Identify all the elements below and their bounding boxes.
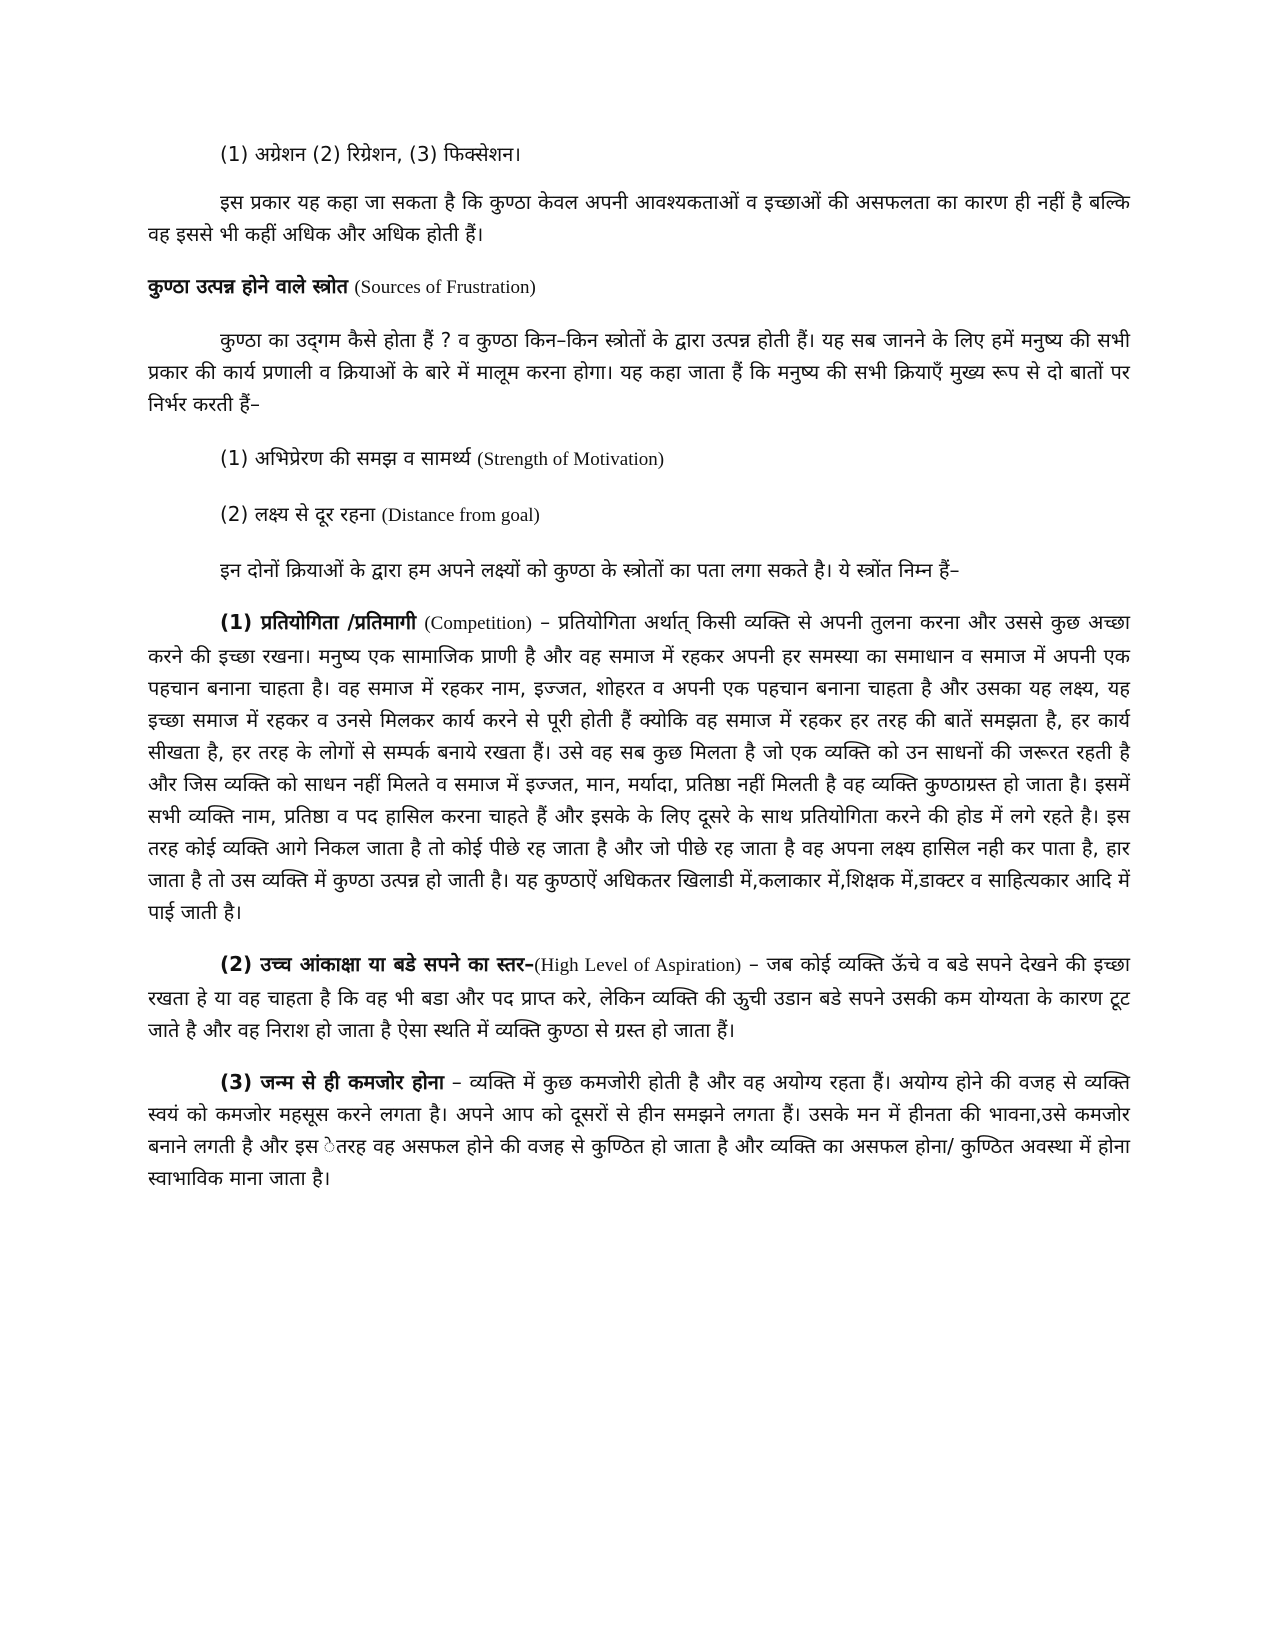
section-body: – व्यक्ति में कुछ कमजोरी होती है और वह अयोग्य रहता हैं। अयोग्य होने की वजह से व्यक्ति स्वयं को कमजोर महसूस करने लगता है। अपने आप को दूसरों से हीन समझने लगता हैं। उसके मन में हीनता की भावना,उसे कमजोर बनाने लगती है और इस ेतरह वह असफल होने की वजह से कुण्ठित हो जाता है और व्यक्ति का असफल होना/ कुण्ठित अवस्था में होना स्वाभाविक माना जाता है।: [148, 1070, 1131, 1190]
section-heading: [148, 270, 1130, 304]
heading-hindi: कुण्ठा उत्पन्न होने वाले स्त्रोत: [148, 274, 348, 298]
section-title: (3) जन्म से ही कमजोर होना: [220, 1070, 445, 1094]
section-english-term: (Competition): [424, 613, 532, 634]
section-title: (1) प्रतियोगिता /प्रतिमागी: [220, 610, 417, 634]
section-body: – जब कोई व्यक्ति ऊॅचे व बडे सपने देखने की इच्छा रखता हे या वह चाहता है कि वह भी बडा और पद प्राप्त करे, लेकिन व्यक्ति की ऊुची उडान बडे सपने उसकी कम योग्यता के कारण टूट जाते है और वह निराश हो जाता है ऐसा स्थति में व्यक्ति कुण्ठा से ग्रस्त हो जाता हैं।: [148, 952, 1130, 1042]
point-english: (Distance from goal): [381, 505, 540, 526]
point-english: (Strength of Motivation): [477, 449, 665, 470]
point-item: [148, 442, 1130, 476]
intro-paragraph: इस प्रकार यह कहा जा सकता है कि कुण्ठा केवल अपनी आवश्यकताओं व इच्छाओं की असफलता का कारण ही नहीं है बल्कि वह इससे भी कहीं अधिक और अधिक होती हैं।: [148, 190, 1130, 246]
source-section-competition: [148, 606, 1130, 928]
sources-intro-paragraph: इन दोनों क्रियाओं के द्वारा हम अपने लक्ष्यों को कुण्ठा के स्त्रोतों का पता लगा सकते है। ये स्त्रोंत निम्न हैं–: [220, 558, 960, 582]
section-body: – प्रतियोगिता अर्थात् किसी व्यक्ति से अपनी तुलना करना और उससे कुछ अच्छा करने की इच्छा रखना। मनुष्य एक सामाजिक प्राणी है और वह समाज में रहकर अपनी हर समस्या का समाधान व समाज में अपनी एक पहचान बनाना चाहता है। वह समाज में रहकर नाम, इज्जत, शोहरत व अपनी एक पहचान बनाना चाहता है और उसका यह लक्ष्य, यह इच्छा समाज में रहकर व उनसे मिलकर कार्य करने से पूरी होती हैं क्योकि वह समाज में रहकर हर तरह की बातें समझता है, हर कार्य सीखता है, हर तरह के लोगों से सम्पर्क बनाये रखता हैं। उसे वह सब कुछ मिलता है जो एक व्यक्ति को उन साधनों की जरूरत रहती है और जिस व्यक्ति को साधन नहीं मिलते व समाज में इज्जत, मान, मर्यादा, प्रतिष्ठा नहीं मिलती है वह व्यक्ति कुण्ठाग्रस्त हो जाता है। इसमें सभी व्यक्ति नाम, प्रतिष्ठा व पद हासिल करना चाहते हैं और इसके के लिए दूसरे के साथ प्रतियोगिता करने की होड में लगे रहते है। इस तरह कोई व्यक्ति आगे निकल जाता है तो कोई पीछे रह जाता है और जो पीछे रह जाता है वह अपना लक्ष्य हासिल नही कर पाता है, हार जाता है तो उस व्यक्ति में कुण्ठा उत्पन्न हो जाती है। यह कुण्ठाऐं अधिकतर खिलाडी में,कलाकार में,शिक्षक में,डाक्टर व साहित्यकार आदि में पाई जाती है।: [148, 610, 1131, 924]
origin-paragraph: कुण्ठा का उद्‌गम कैसे होता हैं ? व कुण्ठा किन–किन स्त्रोतों के द्वारा उत्पन्न होती हैं। यह सब जानने के लिए हमें मनुष्य की सभी प्रकार की कार्य प्रणाली व क्रियाओं के बारे में मालूम करना होगा। यह कहा जाता हैं कि मनुष्य की सभी क्रियाएँ मुख्य रूप से दो बातों पर निर्भर करती हैं–: [148, 328, 1130, 416]
heading-english: (Sources of Frustration): [354, 277, 536, 298]
document-page: [148, 138, 1130, 1214]
point-hindi: (2) लक्ष्य से दूर रहना: [220, 502, 376, 526]
source-section-weakness: [148, 1066, 1130, 1194]
section-title: (2) उच्च आंकाक्षा या बडे सपने का स्तर–: [220, 952, 535, 976]
source-section-aspiration: [148, 948, 1130, 1046]
point-item: [148, 498, 1130, 532]
section-english-term: (High Level of Aspiration): [534, 955, 742, 976]
defense-mechanisms-list: (1) अग्रेशन (2) रिग्रेशन, (3) फिक्सेशन।: [220, 142, 521, 166]
point-hindi: (1) अभिप्रेरण की समझ व सामर्थ्य: [220, 446, 471, 470]
